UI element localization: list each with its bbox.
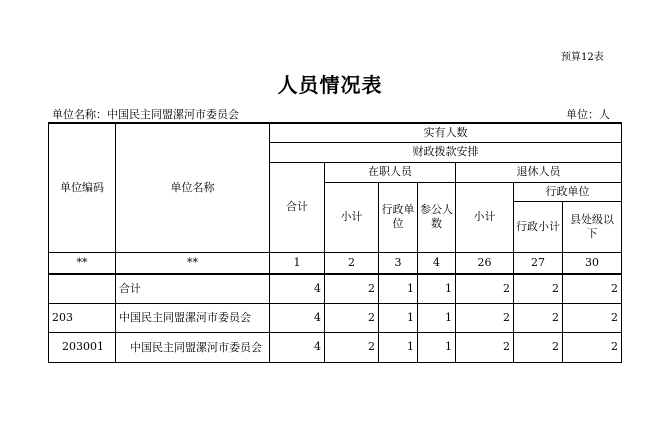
code-cell: 4 [418,252,456,274]
unit-name-label: 单位名称：中国民主同盟漯河市委员会 [52,108,239,121]
cell-retired-subtotal: 2 [456,332,514,362]
cell-admin-subtotal: 2 [514,303,563,332]
header-active-civil-servant: 参公人数 [418,182,456,252]
cell-code [49,274,116,303]
unit-of-measure-label: 单位：人 [566,108,610,121]
cell-name: 中国民主同盟漯河市委员会 [116,303,270,332]
cell-admin-subtotal: 2 [514,332,563,362]
cell-total: 4 [270,303,325,332]
table-row [49,332,622,362]
cell-active-subtotal: 2 [325,303,379,332]
cell-total: 4 [270,332,325,362]
cell-active-admin: 1 [379,303,418,332]
page-title: 人员情况表 [277,73,383,97]
cell-code: 203001 [49,332,116,362]
cell-county-below: 2 [563,303,622,332]
header-active-admin-unit: 行政单位 [379,182,418,252]
cell-retired-subtotal: 2 [456,303,514,332]
cell-county-below: 2 [563,274,622,303]
cell-total: 4 [270,274,325,303]
header-admin-subtotal: 行政小计 [514,201,563,252]
cell-active-civil: 1 [418,274,456,303]
cell-active-admin: 1 [379,274,418,303]
code-cell: 30 [563,252,622,274]
header-active-subtotal: 小计 [325,182,379,252]
cell-active-civil: 1 [418,332,456,362]
header-admin-unit: 行政单位 [514,182,622,201]
header-actual-staff: 实有人数 [270,123,622,142]
header-retired-subtotal: 小计 [456,182,514,252]
cell-active-civil: 1 [418,303,456,332]
code-cell: 26 [456,252,514,274]
cell-admin-subtotal: 2 [514,274,563,303]
cell-active-admin: 1 [379,332,418,362]
header-active-staff: 在职人员 [325,162,456,182]
cell-county-below: 2 [563,332,622,362]
table-row [49,274,622,303]
header-unit-code: 单位编码 [49,123,116,252]
code-cell: 1 [270,252,325,274]
header-fiscal-allocation: 财政拨款安排 [270,142,622,162]
cell-active-subtotal: 2 [325,274,379,303]
code-cell: 27 [514,252,563,274]
cell-name: 合计 [116,274,270,303]
cell-active-subtotal: 2 [325,332,379,362]
header-unit-name: 单位名称 [116,123,270,252]
code-cell: ** [49,252,116,274]
personnel-table [48,122,622,363]
header-total: 合计 [270,162,325,252]
header-retired-staff: 退休人员 [456,162,622,182]
cell-name: 中国民主同盟漯河市委员会 [116,332,270,362]
cell-code: 203 [49,303,116,332]
cell-retired-subtotal: 2 [456,274,514,303]
personnel-table-wrapper [48,122,618,382]
code-cell: 3 [379,252,418,274]
form-number: 预算12表 [561,52,604,63]
table-row [49,303,622,332]
code-cell: 2 [325,252,379,274]
header-county-below: 县处级以下 [563,201,622,252]
code-cell: ** [116,252,270,274]
